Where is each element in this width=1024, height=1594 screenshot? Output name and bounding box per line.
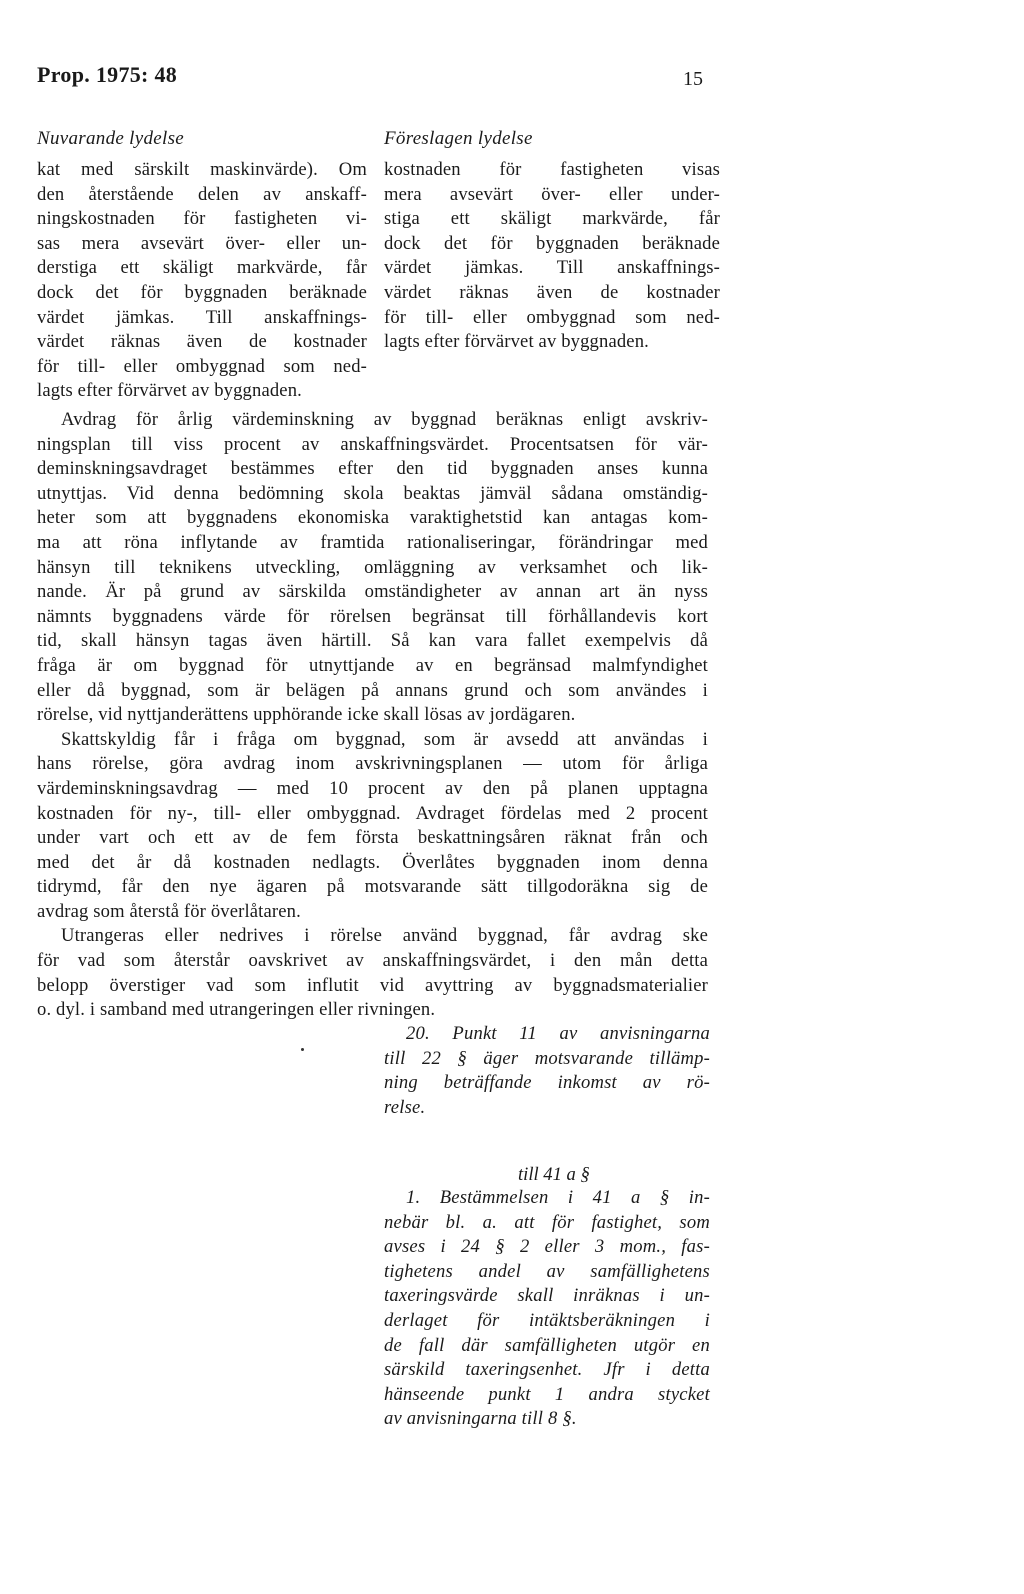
body-text-line: o. dyl. i samband med utrangeringen eller rivningen. <box>37 999 436 1021</box>
body-text-line: tidrymd, får den nye ägaren på motsvarande sätt tillgodoräkna sig de <box>37 876 708 898</box>
bestammelsen-text-line: 1. Bestämmelsen i 41 a § in- <box>406 1187 710 1208</box>
body-text-line: fråga är om byggnad för utnyttjande av en begränsad malmfyndighet <box>37 654 708 676</box>
proposed-text-line: värdet jämkas. Till anskaffnings- <box>384 257 720 279</box>
current-text-line: kat med särskilt maskinvärde). Om <box>37 159 367 180</box>
body-text-line: ma att röna inflytande av framtida rationaliseringar, förändringar med <box>37 531 708 553</box>
body-text-line: med det år då kostnaden nedlagts. Överlåtes byggnaden inom denna <box>37 851 708 873</box>
proposed-text-line: stiga ett skäligt markvärde, får <box>384 208 720 230</box>
proposed-text-line: mera avsevärt över- eller under- <box>384 183 720 205</box>
proposed-text-line: för till- eller ombyggnad som ned- <box>384 306 720 328</box>
current-text-line: värdet jämkas. Till anskaffnings- <box>37 306 367 328</box>
bestammelsen-text-line: taxeringsvärde skall inräknas i un- <box>384 1285 710 1307</box>
body-text-line: nämnts byggnadens värde för rörelsen begränsat till förhållandevis kort <box>37 605 708 627</box>
punkt-text-line: ning beträffande inkomst av rö- <box>384 1072 710 1094</box>
body-text-line: deminskningsavdraget bestämmes efter den tid byggnaden anses kunna <box>37 458 708 480</box>
body-text-line: belopp överstiger vad som influtit vid avyttring av byggnadsmaterialier <box>37 974 708 996</box>
body-paragraphs <box>37 408 708 1023</box>
body-text-line: hänsyn till teknikens utveckling, omläggning av verksamhet och lik- <box>37 556 708 578</box>
current-text-line: den återstående delen av anskaff- <box>37 183 367 205</box>
body-text-line: heter som att byggnadens ekonomiska varaktighetstid kan antagas kom- <box>37 507 708 529</box>
proposed-text-line: lagts efter förvärvet av byggnaden. <box>384 331 649 353</box>
page-header-title: Prop. 1975: 48 <box>37 62 178 87</box>
current-wording-column <box>37 158 367 404</box>
bestammelsen-text-line: av anvisningarna till 8 §. <box>384 1408 577 1430</box>
body-text-line: avdrag som återstå för överlåtaren. <box>37 900 301 922</box>
punkt-20-block <box>384 1022 710 1120</box>
body-text-line: rörelse, vid nyttjanderättens upphörande icke skall lösas av jordägaren. <box>37 704 576 726</box>
bestammelsen-text-line: särskild taxeringsenhet. Jfr i detta <box>384 1359 710 1381</box>
body-text-line: tid, skall hänsyn tagas även härtill. Så kan vara fallet exempelvis då <box>37 630 708 652</box>
proposed-wording-column <box>384 158 720 355</box>
body-text-line: Skattskyldig får i fråga om byggnad, som är avsedd att användas i <box>61 728 708 750</box>
current-text-line: för till- eller ombyggnad som ned- <box>37 355 367 377</box>
body-text-line: för vad som återstår oavskrivet av anskaffningsvärdet, i den mån detta <box>37 950 708 972</box>
body-text-line: eller då byggnad, som är belägen på annans grund och som användes i <box>37 679 708 701</box>
proposed-text-line: värdet räknas även de kostnader <box>384 281 720 303</box>
body-text-line: ningsplan till viss procent av anskaffningsvärdet. Procentsatsen för vär- <box>37 433 708 455</box>
current-text-line: dock det för byggnaden beräknade <box>37 281 367 303</box>
punkt-text-line: 20. Punkt 11 av anvisningarna <box>406 1023 710 1044</box>
current-text-line: värdet räknas även de kostnader <box>37 331 367 353</box>
column-heading-proposed: Föreslagen lydelse <box>384 128 533 149</box>
proposed-text-line: kostnaden för fastigheten visas <box>384 159 720 180</box>
bestammelsen-text-line: derlaget för intäktsberäkningen i <box>384 1309 710 1331</box>
punkt-text-line: till 22 § äger motsvarande tillämp- <box>384 1047 710 1069</box>
bestammelsen-text-line: tighetens andel av samfällighetens <box>384 1260 710 1282</box>
bestammelsen-text-line: de fall där samfälligheten utgör en <box>384 1334 710 1356</box>
body-text-line: kostnaden för ny-, till- eller ombyggnad. Avdraget fördelas med 2 procent <box>37 802 708 824</box>
body-text-line: värdeminskningsavdrag — med 10 procent av den på planen upptagna <box>37 777 708 799</box>
body-text-line: hans rörelse, göra avdrag inom avskrivningsplanen — utom för årliga <box>37 753 708 775</box>
current-text-line: derstiga ett skäligt markvärde, får <box>37 257 367 279</box>
body-text-line: Avdrag för årlig värdeminskning av byggnad beräknas enligt avskriv- <box>61 409 708 430</box>
bestammelsen-block <box>384 1186 710 1432</box>
bestammelsen-text-line: hänseende punkt 1 andra stycket <box>384 1383 710 1405</box>
proposed-text-line: dock det för byggnaden beräknade <box>384 232 720 254</box>
column-heading-current: Nuvarande lydelse <box>37 128 185 149</box>
body-text-line: utnyttjas. Vid denna bedömning skola beaktas jämväl sådana omständig- <box>37 482 708 504</box>
body-text-line: Utrangeras eller nedrives i rörelse använd byggnad, får avdrag ske <box>61 925 708 947</box>
margin-dot <box>301 1048 304 1051</box>
current-text-line: ningskostnaden för fastigheten vi- <box>37 208 367 230</box>
punkt-text-line: relse. <box>384 1096 426 1118</box>
bestammelsen-text-line: avses i 24 § 2 eller 3 mom., fas- <box>384 1236 710 1258</box>
current-text-line: lagts efter förvärvet av byggnaden. <box>37 380 302 402</box>
page-number: 15 <box>683 68 703 90</box>
till-41a-heading: till 41 a § <box>518 1164 590 1185</box>
bestammelsen-text-line: nebär bl. a. att för fastighet, som <box>384 1211 710 1233</box>
body-text-line: under vart och ett av de fem första beskattningsåren räknat från och <box>37 827 708 849</box>
body-text-line: nande. Är på grund av särskilda omständigheter av annan art än nyss <box>37 581 708 603</box>
current-text-line: sas mera avsevärt över- eller un- <box>37 232 367 254</box>
